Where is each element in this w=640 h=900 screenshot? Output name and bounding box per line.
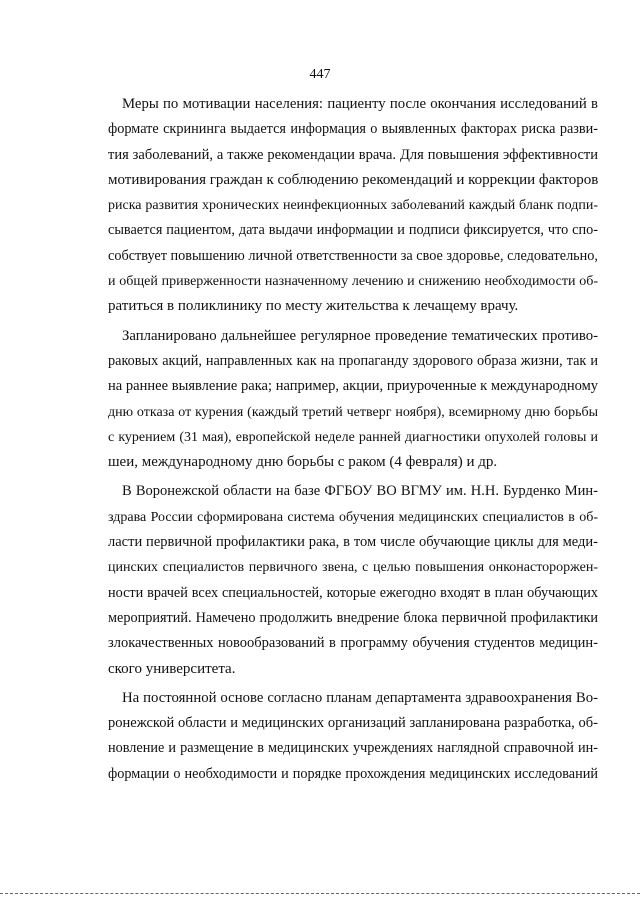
text-line: здрава России сформирована система обучения медицинских специалистов в об-	[108, 509, 598, 525]
paragraph-motivation	[108, 92, 598, 320]
text-line: дню отказа от курения (каждый третий четверг ноября), всемирному дню борьбы	[108, 404, 598, 420]
text-line: сывается пациентом, дата выдачи информации и подписи фиксируется, что спо-	[108, 222, 598, 239]
text-line: В Воронежской области на базе ФГБОУ ВО ВГМУ им. Н.Н. Бурденко Мин-	[122, 483, 598, 500]
text-line: злокачественных новообразований в программу обучения студентов медицин-	[108, 635, 598, 652]
text-line: раковых акций, направленных как на пропаганду здорового образа жизни, так и	[108, 352, 598, 369]
text-line: цинских специалистов первичного звена, с целью повышения онконастороржен-	[108, 560, 598, 576]
document-body	[108, 92, 598, 787]
text-line: Запланировано дальнейшее регулярное проведение тематических противо-	[122, 327, 598, 344]
text-line: новление и размещение в медицинских учреждениях наглядной справочной ин-	[108, 740, 598, 757]
text-line: ского университета.	[108, 660, 236, 677]
text-line: тия заболеваний, а также рекомендации врача. Для повышения эффективности	[108, 146, 598, 163]
text-line: ности врачей всех специальностей, которые ежегодно входят в план обучающих	[108, 584, 598, 601]
paragraph-campaigns	[108, 324, 598, 476]
text-line: и общей приверженности назначенному лечению и снижению необходимости об-	[108, 274, 598, 290]
text-line: формате скрининга выдается информация о выявленных факторах риска разви-	[108, 121, 598, 138]
text-line: ласти первичной профилактики рака, в том числе обучающие циклы для меди-	[108, 534, 598, 551]
paragraph-information	[108, 686, 598, 787]
text-line: На постоянной основе согласно планам департамента здравоохранения Во-	[122, 689, 598, 706]
footer-rule	[0, 893, 640, 894]
text-line: Меры по мотивации населения: пациенту после окончания исследований в	[122, 96, 598, 112]
text-line: мотивирования граждан к соблюдению рекомендаций и коррекции факторов	[108, 171, 598, 188]
text-line: шеи, международному дню борьбы с раком (4 февраля) и др.	[108, 454, 498, 471]
text-line: мероприятий. Намечено продолжить внедрение блока первичной профилактики	[108, 609, 598, 626]
text-line: с курением (31 мая), европейской неделе ранней диагностики опухолей головы и	[108, 429, 598, 445]
text-line: ратиться в поликлинику по месту жительства к лечащему врачу.	[108, 298, 519, 315]
text-line: собствует повышению личной ответственности за свое здоровье, следовательно,	[108, 247, 598, 264]
text-line: на раннее выявление рака; например, акции, приуроченные к международному	[108, 378, 598, 395]
text-line: формации о необходимости и порядке прохождения медицинских исследований	[108, 765, 598, 782]
text-line: риска развития хронических неинфекционных заболеваний каждый бланк подпи-	[108, 198, 598, 214]
text-line: ронежской области и медицинских организаций запланирована разработка, об-	[108, 715, 598, 732]
page-number: 447	[309, 67, 331, 82]
paragraph-training	[108, 479, 598, 681]
